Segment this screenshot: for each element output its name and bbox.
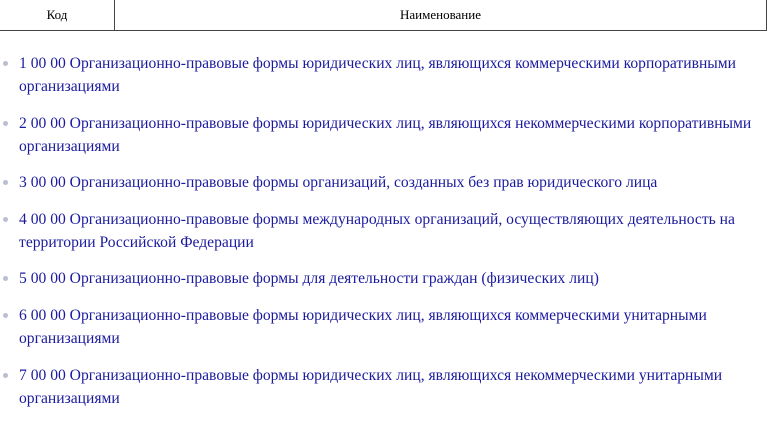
classifier-list [0,52,767,423]
bullet-icon [3,180,8,185]
item-link[interactable]: 1 00 00 Организационно-правовые формы юридических лиц, являющихся коммерческими корпоративными организациями [19,55,736,95]
item-link[interactable]: 4 00 00 Организационно-правовые формы международных организаций, осуществляющих деятельность на территории Российской Федерации [19,210,735,251]
bullet-icon [3,61,8,66]
classifier-header-table [0,0,767,31]
bullet-icon [3,313,8,318]
list-item [0,304,767,350]
bullet-icon [3,217,8,222]
bullet-icon [3,373,8,378]
item-link[interactable]: 2 00 00 Организационно-правовые формы юридических лиц, являющихся некоммерческими корпоративными организациями [19,114,752,155]
header-row [0,0,767,31]
item-link[interactable]: 5 00 00 Организационно-правовые формы для деятельности граждан (физических лиц) [19,270,599,288]
item-link[interactable]: 6 00 00 Организационно-правовые формы юридических лиц, являющихся коммерческими унитарными организациями [19,306,707,347]
bullet-icon [3,276,8,281]
list-item [0,52,767,98]
item-link[interactable]: 3 00 00 Организационно-правовые формы организаций, созданных без прав юридического лица [19,174,658,192]
column-header-name: Наименование [115,0,767,31]
item-link[interactable]: 7 00 00 Организационно-правовые формы юридических лиц, являющихся некоммерческими унитарными организациями [19,366,723,407]
list-item [0,364,767,410]
list-item [0,171,767,194]
list-item [0,267,767,290]
list-item [0,208,767,254]
column-header-code: Код [0,0,115,31]
list-item [0,112,767,158]
bullet-icon [3,121,8,126]
